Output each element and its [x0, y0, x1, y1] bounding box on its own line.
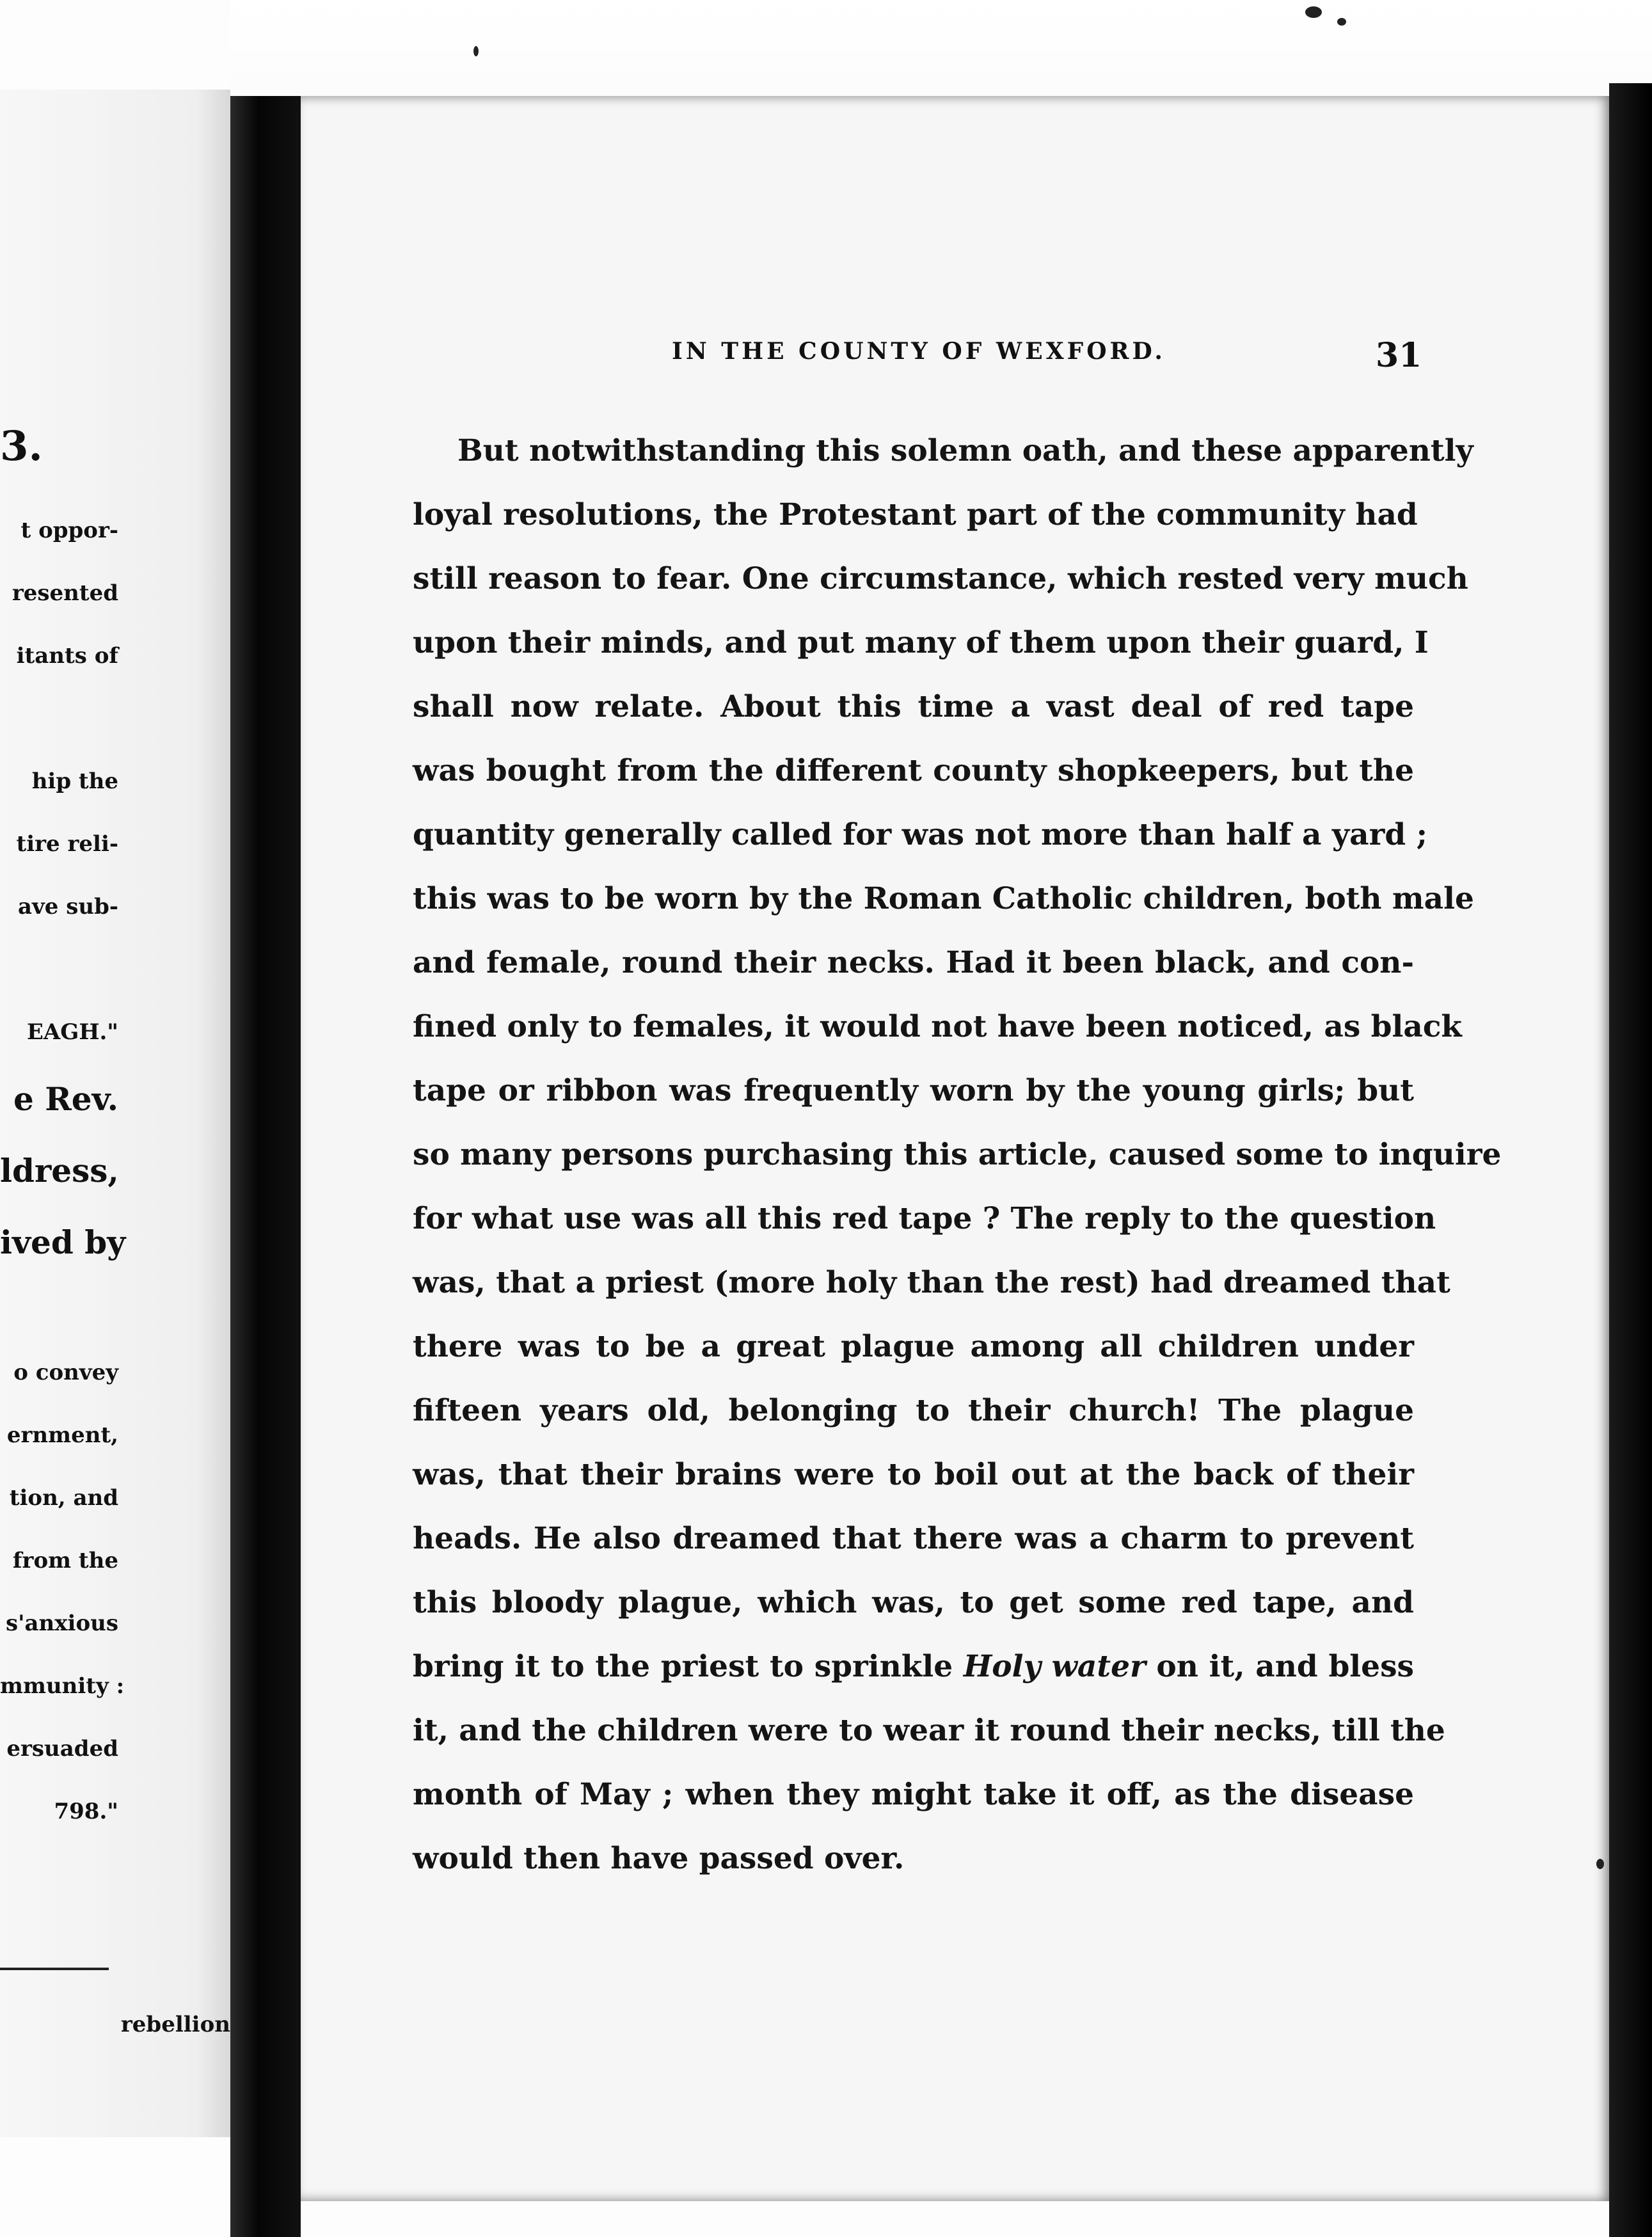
previous-page-line: e Rev. — [13, 1080, 118, 1118]
speck — [473, 46, 479, 56]
previous-page-line: t oppor- — [20, 518, 118, 543]
previous-page-line: ived by — [0, 1223, 126, 1261]
text-line: tape or ribbon was frequently worn by the young girls; but — [413, 1073, 1414, 1108]
previous-page-text — [0, 499, 230, 1843]
previous-page-line: from the — [12, 1548, 118, 1573]
previous-page-line: ersuaded — [6, 1736, 118, 1762]
paragraph-last-line: would then have passed over. — [413, 1841, 905, 1876]
text-line: quantity generally called for was not more than half a yard ; — [413, 817, 1427, 852]
speck — [1596, 1859, 1604, 1869]
text-line: upon their minds, and put many of them upon their guard, I — [413, 625, 1429, 660]
previous-page-line: resented — [12, 580, 118, 606]
previous-page-heading-fragment: 3. — [0, 422, 43, 470]
previous-page-line: tire reli- — [16, 831, 118, 857]
text-line: shall now relate. About this time a vast deal of red tape — [413, 689, 1414, 724]
previous-page-line: ave sub- — [17, 894, 118, 919]
text-line: for what use was all this red tape ? The reply to the question — [413, 1201, 1436, 1236]
previous-page-line — [0, 1278, 230, 1341]
previous-page-line — [0, 687, 230, 750]
previous-page-line — [0, 938, 230, 1001]
text-line: month of May ; when they might take it off, as the disease — [413, 1777, 1414, 1812]
text-line: this bloody plague, which was, to get some red tape, and — [413, 1585, 1414, 1620]
previous-page-line: tion, and — [9, 1485, 118, 1511]
text-line: and female, round their necks. Had it been black, and con- — [413, 945, 1414, 980]
text-line: still reason to fear. One circumstance, which rested very much — [413, 561, 1468, 596]
text-line: was bought from the different county shopkeepers, but the — [413, 753, 1414, 788]
text-line: fifteen years old, belonging to their church! The plague — [413, 1393, 1414, 1428]
text-line: was, that their brains were to boil out at the back of their — [413, 1457, 1414, 1492]
previous-page-line: ernment, — [6, 1422, 118, 1448]
text-line: heads. He also dreamed that there was a charm to prevent — [413, 1521, 1414, 1556]
text-line: bring it to the priest to sprinkle Holy water on it, and bless — [413, 1649, 1414, 1684]
paragraph-lines — [413, 419, 1502, 1635]
previous-page-line: hip the — [31, 768, 118, 794]
previous-page-line: s'anxious — [5, 1611, 118, 1636]
text-line: there was to be a great plague among all children under — [413, 1329, 1414, 1364]
previous-page-line: ldress, — [0, 1152, 119, 1190]
previous-page-footnote-fragment: rebellion — [120, 2012, 230, 2037]
body-paragraph — [413, 419, 1502, 1891]
previous-page-fragment — [0, 90, 230, 2137]
paragraph-first-line: But notwithstanding this solemn oath, and these apparently — [457, 433, 1473, 468]
text-line: was, that a priest (more holy than the rest) had dreamed that — [413, 1265, 1450, 1300]
text-line: fined only to females, it would not have been noticed, as black — [413, 1009, 1462, 1044]
text-line: loyal resolutions, the Protestant part of the community had — [413, 497, 1418, 532]
book-binding-gutter — [230, 0, 301, 2237]
footnote-rule — [0, 1968, 109, 1970]
previous-page-line: 798." — [54, 1799, 118, 1824]
previous-page-line: itants of — [16, 643, 118, 669]
previous-page-line: o convey — [13, 1360, 118, 1385]
previous-page-line: mmunity : — [0, 1673, 125, 1699]
page-edge-shadow — [1609, 83, 1652, 2237]
running-head: IN THE COUNTY OF WEXFORD. — [672, 338, 1166, 365]
previous-page-line: EAGH." — [26, 1019, 118, 1045]
closing-lines — [413, 1699, 1445, 1891]
speck — [1305, 6, 1322, 18]
page-top-margin — [230, 0, 1652, 96]
page-number: 31 — [1376, 336, 1422, 375]
text-line: it, and the children were to wear it round their necks, till the — [413, 1713, 1445, 1748]
italic-phrase: Holy water — [963, 1649, 1146, 1684]
speck — [1337, 18, 1346, 26]
text-line: so many persons purchasing this article, caused some to inquire — [413, 1137, 1502, 1172]
text-line: this was to be worn by the Roman Catholic children, both male — [413, 881, 1474, 916]
